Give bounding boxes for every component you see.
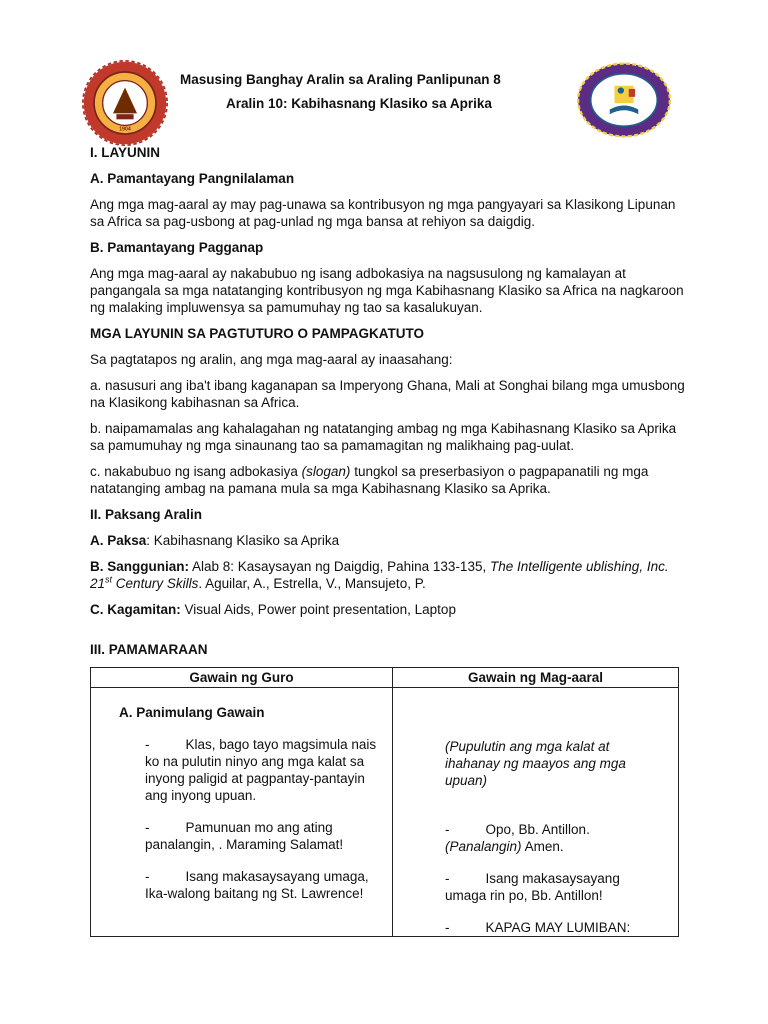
guro-item-3 (145, 868, 382, 902)
section-heading-paksang-aralin: II. Paksang Aralin (90, 507, 203, 522)
sanggunian-century-skills: Century Skills (112, 576, 199, 591)
heading-pamantayang-pangnilalaman: A. Pamantayang Pangnilalaman (90, 171, 295, 186)
guro-cell (91, 688, 393, 937)
section-heading-pamamaraan: III. PAMAMARAAN (90, 642, 208, 657)
paksa-label: A. Paksa (90, 533, 147, 548)
lesson-title: Aralin 10: Kabihasnang Klasiko sa Aprika (226, 96, 492, 111)
sanggunian-line (90, 558, 690, 592)
dash-marker: - (145, 820, 150, 835)
sanggunian-authors: . Aguilar, A., Estrella, V., Mansujeto, P. (198, 576, 426, 591)
column-header-guro: Gawain ng Guro (91, 668, 393, 688)
paksa-line (90, 532, 690, 549)
objective-a: a. nasusuri ang iba't ibang kaganapan sa Imperyong Ghana, Mali at Songhai bilang mga umusbong na Klasikong kabihasnan sa Africa. (90, 378, 685, 410)
dash-marker: - (445, 920, 450, 935)
table-row (91, 688, 679, 937)
mag-aaral-item-2-text: Opo, Bb. Antillon. (485, 822, 590, 837)
objective-c (90, 463, 690, 497)
document-title: Masusing Banghay Aralin sa Araling Panlipunan 8 (180, 72, 501, 87)
kagamitan-label: C. Kagamitan: (90, 602, 181, 617)
mag-aaral-item-4 (445, 919, 662, 936)
mag-aaral-item-3-text: Isang makasaysayang umaga rin po, Bb. Antillon! (445, 871, 620, 903)
dash-marker: - (145, 737, 150, 752)
dash-marker: - (445, 871, 450, 886)
mag-aaral-item-3 (445, 870, 662, 904)
kagamitan-line (90, 601, 690, 618)
mag-aaral-item-4-text: KAPAG MAY LUMIBAN: (485, 920, 631, 935)
heading-pamantayang-pagganap: B. Pamantayang Pagganap (90, 240, 264, 255)
paragraph-pagganap: Ang mga mag-aaral ay nakabubuo ng isang adbokasiya na nagsusulong ng kamalayan at pangangala sa mga natatanging kontribusyon ng mga Kabihasnang Klasiko sa Africa na nagkaroon ng malaking impluwensya sa pamumuhay ng tao sa kasalukuyan. (90, 266, 684, 315)
guro-item-2 (145, 819, 382, 853)
objective-c-end: tungkol sa preserbasiyon o pagpapanatili ng mga natatanging ambag na pamana mula sa mga Kabihasnang Klasiko sa Aprika. (90, 464, 649, 496)
objective-b: b. naipamamalas ang kahalagahan ng natatanging ambag ng mga Kabihasnang Klasiko sa Aprika sa pamumuhay ng mga sinaunang tao sa pamamagitan ng malikhaing pag-uulat. (90, 421, 677, 453)
guro-item-2-text: Pamunuan mo ang ating panalangin, . Maraming Salamat! (145, 820, 344, 852)
mag-aaral-item-1: (Pupulutin ang mga kalat at ihahanay ng maayos ang mga upuan) (445, 739, 626, 788)
sanggunian-label: B. Sanggunian: (90, 559, 189, 574)
sanggunian-text: Alab 8: Kasaysayan ng Daigdig, Pahina 133-135, (189, 559, 490, 574)
heading-mga-layunin: MGA LAYUNIN SA PAGTUTURO O PAMPAGKATUTO (90, 326, 424, 341)
guro-item-1 (145, 736, 382, 804)
objective-c-start: c. nakabubuo ng isang adbokasiya (90, 464, 302, 479)
dash-marker: - (445, 822, 450, 837)
panimulang-gawain-heading: A. Panimulang Gawain (119, 705, 265, 720)
dash-marker: - (145, 869, 150, 884)
paksa-value: : Kabihasnang Klasiko sa Aprika (146, 533, 340, 548)
university-seal-logo (82, 60, 168, 146)
activity-table (90, 667, 679, 937)
column-header-mag-aaral: Gawain ng Mag-aaral (393, 668, 679, 688)
svg-text:1904: 1904 (119, 126, 131, 133)
amen-text: Amen. (521, 839, 564, 854)
section-heading-layunin: I. LAYUNIN (90, 145, 161, 160)
mag-aaral-item-2b (445, 838, 662, 855)
guro-item-1-text: Klas, bago tayo magsimula nais ko na pulutin ninyo ang mga kalat sa inyong paligid at pagpantay-pantayin ang inyong upuan. (145, 737, 377, 803)
table-header-row (91, 668, 679, 688)
objective-c-slogan: (slogan) (301, 464, 351, 479)
sanggunian-superscript: st (105, 574, 113, 585)
sanggunian-publisher: The Intelligente ublishing, Inc. 21 (90, 559, 669, 591)
lesson-content (90, 144, 690, 937)
kagamitan-value: Visual Aids, Power point presentation, Laptop (180, 602, 456, 617)
panalangin-label: (Panalangin) (445, 839, 522, 854)
paragraph-pangnilalaman: Ang mga mag-aaral ay may pag-unawa sa kontribusyon ng mga pangyayari sa Klasikong Lipunan sa Africa sa pag-usbong at pag-unlad ng mga bansa at rehiyon sa daigdig. (90, 197, 676, 229)
objectives-intro: Sa pagtatapos ng aralin, ang mga mag-aaral ay inaasahang: (90, 352, 453, 367)
guro-item-3-text: Isang makasaysayang umaga, Ika-walong baitang ng St. Lawrence! (145, 869, 369, 901)
mag-aaral-item-2 (445, 821, 662, 838)
mag-aaral-cell (393, 688, 679, 937)
